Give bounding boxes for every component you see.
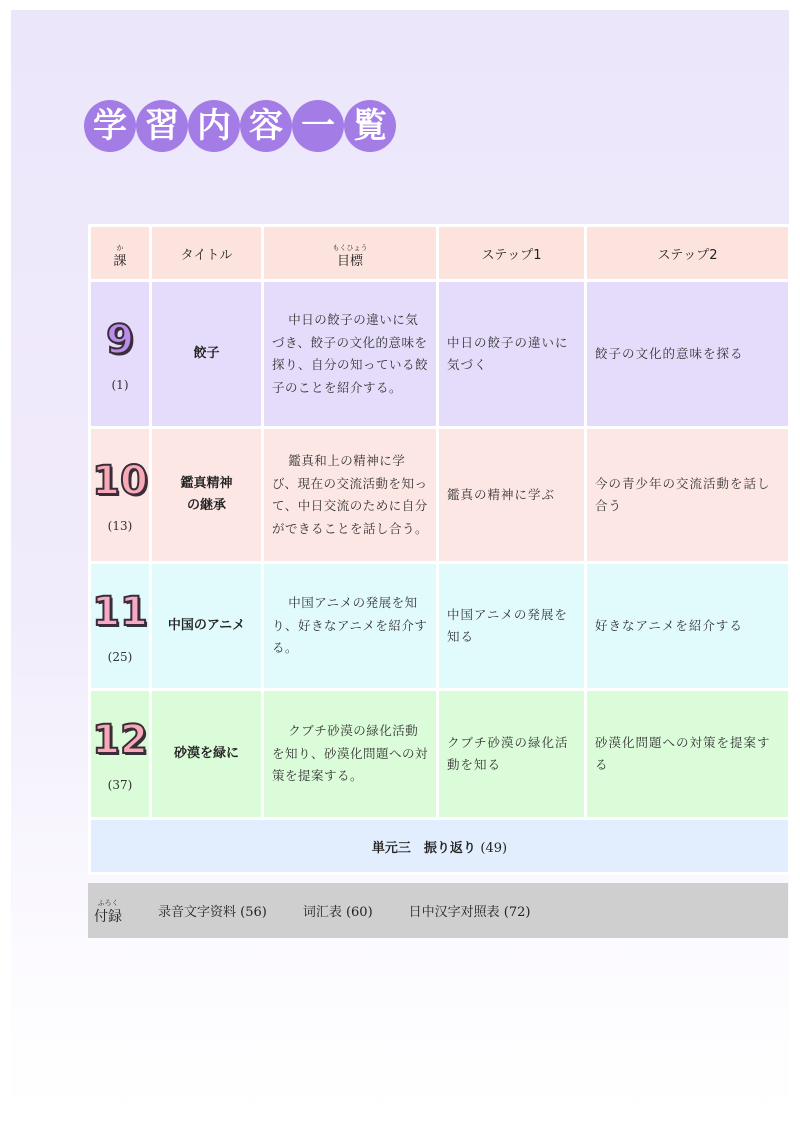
lesson-row-11	[90, 563, 790, 690]
lesson-number-cell	[90, 563, 151, 690]
appendix-item: 词汇表 (60)	[302, 905, 373, 920]
lesson-row-9	[90, 281, 790, 428]
title-char: 習	[136, 100, 188, 152]
lesson-row-12	[90, 690, 790, 819]
appendix-label	[94, 898, 122, 924]
lesson-page: (1)	[111, 378, 129, 392]
lesson-title: 餃子	[151, 281, 263, 428]
lesson-goal: 鑑真和上の精神に学び、現在の交流活動を知って、中日交流のために自分ができることを話し合う。	[263, 428, 438, 563]
appendix-label-text: 付録	[94, 908, 122, 925]
lesson-step1: 中国アニメの発展を知る	[438, 563, 586, 690]
header-lesson	[90, 226, 151, 281]
lesson-page: (25)	[107, 650, 133, 664]
review-row	[90, 819, 790, 874]
lesson-page: (13)	[107, 519, 133, 533]
header-lesson-ruby: か	[116, 243, 124, 252]
title-char: 学	[84, 100, 136, 152]
header-step1: ステップ1	[438, 226, 586, 281]
lesson-step1: クブチ砂漠の緑化活動を知る	[438, 690, 586, 819]
lesson-goal: 中日の餃子の違いに気づき、餃子の文化的意味を探り、自分の知っている餃子のことを紹介する。	[263, 281, 438, 428]
header-step2: ステップ2	[586, 226, 790, 281]
lesson-title: 砂漠を緑に	[151, 690, 263, 819]
lesson-row-10	[90, 428, 790, 563]
lesson-title-line: の継承	[186, 498, 226, 513]
lesson-step2: 砂漠化問題への対策を提案する	[586, 690, 790, 819]
title-char: 覧	[344, 100, 396, 152]
review-page: (49)	[480, 840, 508, 856]
lesson-title	[151, 428, 263, 563]
appendix-item: 日中汉字对照表 (72)	[408, 905, 531, 920]
lesson-page: (37)	[107, 778, 133, 792]
lesson-step2: 餃子の文化的意味を探る	[586, 281, 790, 428]
header-goal-ruby: もくひょう	[332, 243, 368, 252]
review-label: 単元三 振り返り	[371, 840, 476, 856]
lesson-goal: 中国アニメの発展を知り、好きなアニメを紹介する。	[263, 563, 438, 690]
appendix-bar	[88, 883, 788, 938]
table-header-row	[90, 226, 790, 281]
lesson-number-cell	[90, 281, 151, 428]
header-goal	[263, 226, 438, 281]
lesson-step2: 今の青少年の交流活動を話し合う	[586, 428, 790, 563]
lesson-number: 10	[92, 458, 148, 504]
review-cell	[90, 819, 790, 874]
lesson-number: 12	[92, 717, 148, 763]
appendix-ruby: ふろく	[97, 898, 119, 907]
appendix-item: 录音文字资料 (56)	[158, 905, 267, 920]
lesson-number: 9	[106, 317, 134, 363]
page-title	[84, 100, 396, 152]
header-lesson-label: 課	[113, 253, 127, 269]
lesson-step1: 鑑真の精神に学ぶ	[438, 428, 586, 563]
lesson-number: 11	[92, 589, 148, 635]
lesson-number-cell	[90, 690, 151, 819]
header-goal-label: 目標	[336, 253, 363, 269]
title-char: 内	[188, 100, 240, 152]
lesson-table	[88, 224, 791, 875]
lesson-goal: クブチ砂漠の緑化活動を知り、砂漠化問題への対策を提案する。	[263, 690, 438, 819]
lesson-number-cell	[90, 428, 151, 563]
lesson-title: 中国のアニメ	[151, 563, 263, 690]
header-title: タイトル	[151, 226, 263, 281]
lesson-step1: 中日の餃子の違いに気づく	[438, 281, 586, 428]
lesson-title-line: 鑑真精神	[180, 475, 233, 491]
title-char: 容	[240, 100, 292, 152]
lesson-step2: 好きなアニメを紹介する	[586, 563, 790, 690]
title-char: 一	[292, 100, 344, 152]
